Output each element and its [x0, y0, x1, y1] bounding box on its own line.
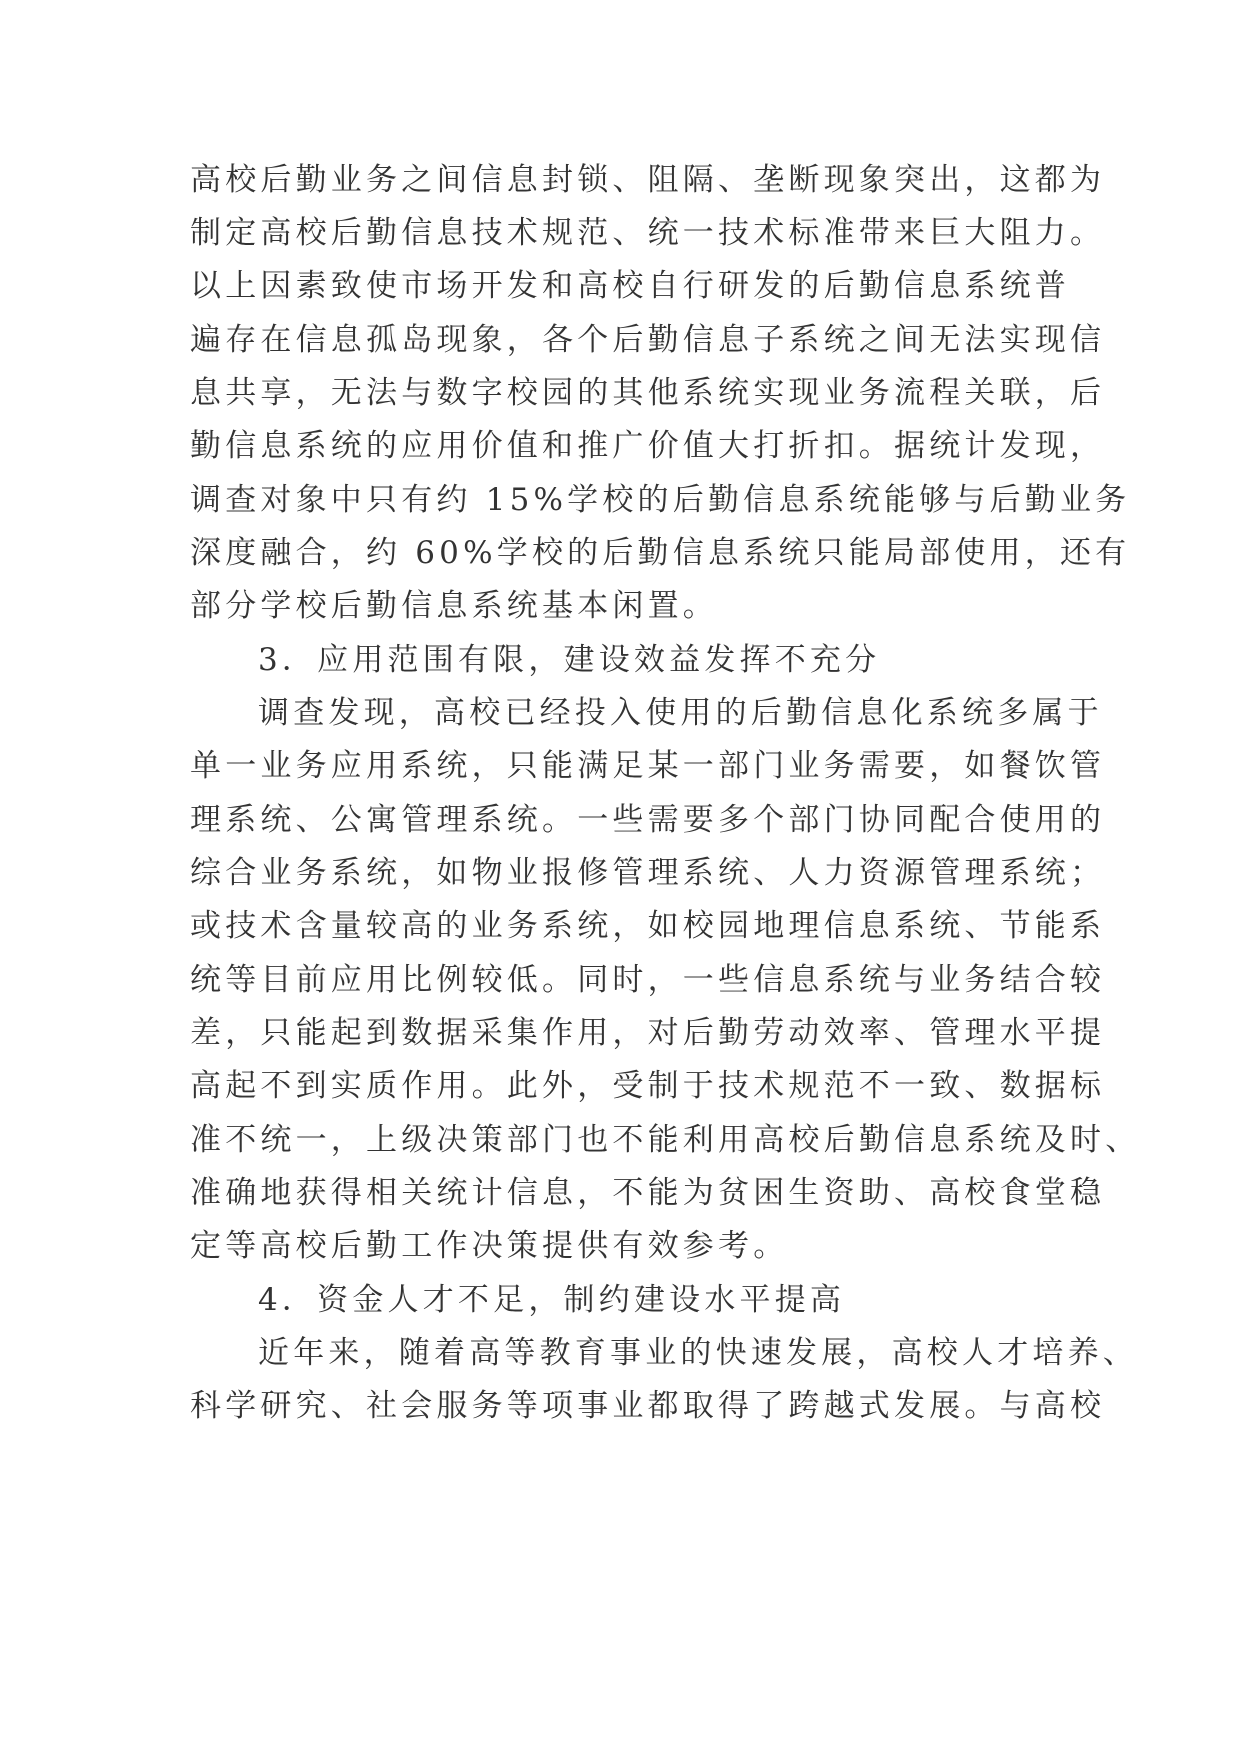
paragraph-line: 科学研究、社会服务等项事业都取得了跨越式发展。与高校	[190, 1388, 1106, 1424]
paragraph-line: 遍存在信息孤岛现象，各个后勤信息子系统之间无法实现信	[190, 322, 1106, 358]
paragraph-line: 调查发现，高校已经投入使用的后勤信息化系统多属于	[258, 695, 1103, 731]
paragraph-line: 单一业务应用系统，只能满足某一部门业务需要，如餐饮管	[190, 748, 1106, 784]
paragraph-line: 高校后勤业务之间信息封锁、阻隔、垄断现象突出，这都为	[190, 162, 1106, 198]
section-heading-3: 3．应用范围有限，建设效益发挥不充分	[258, 642, 881, 678]
paragraph-line: 调查对象中只有约 15%学校的后勤信息系统能够与后勤业务	[190, 482, 1131, 518]
paragraph-line: 差，只能起到数据采集作用，对后勤劳动效率、管理水平提	[190, 1015, 1106, 1051]
paragraph-line: 统等目前应用比例较低。同时，一些信息系统与业务结合较	[190, 962, 1106, 998]
paragraph-line: 综合业务系统，如物业报修管理系统、人力资源管理系统；	[190, 855, 1106, 891]
paragraph-line: 制定高校后勤信息技术规范、统一技术标准带来巨大阻力。	[190, 215, 1106, 251]
paragraph-line: 部分学校后勤信息系统基本闲置。	[190, 588, 718, 624]
paragraph-line: 近年来，随着高等教育事业的快速发展，高校人才培养、	[258, 1335, 1138, 1371]
paragraph-line: 勤信息系统的应用价值和推广价值大打折扣。据统计发现，	[190, 428, 1106, 464]
paragraph-line: 深度融合，约 60%学校的后勤信息系统只能局部使用，还有	[190, 535, 1131, 571]
paragraph-line: 准确地获得相关统计信息，不能为贫困生资助、高校食堂稳	[190, 1175, 1106, 1211]
paragraph-line: 准不统一，上级决策部门也不能利用高校后勤信息系统及时、	[190, 1122, 1141, 1158]
paragraph-line: 以上因素致使市场开发和高校自行研发的后勤信息系统普	[190, 268, 1070, 304]
section-heading-4: 4．资金人才不足，制约建设水平提高	[258, 1282, 846, 1318]
paragraph-line: 理系统、公寓管理系统。一些需要多个部门协同配合使用的	[190, 802, 1106, 838]
paragraph-line: 高起不到实质作用。此外，受制于技术规范不一致、数据标	[190, 1068, 1106, 1104]
paragraph-line: 息共享，无法与数字校园的其他系统实现业务流程关联，后	[190, 375, 1106, 411]
paragraph-line: 或技术含量较高的业务系统，如校园地理信息系统、节能系	[190, 908, 1106, 944]
paragraph-line: 定等高校后勤工作决策提供有效参考。	[190, 1228, 789, 1264]
